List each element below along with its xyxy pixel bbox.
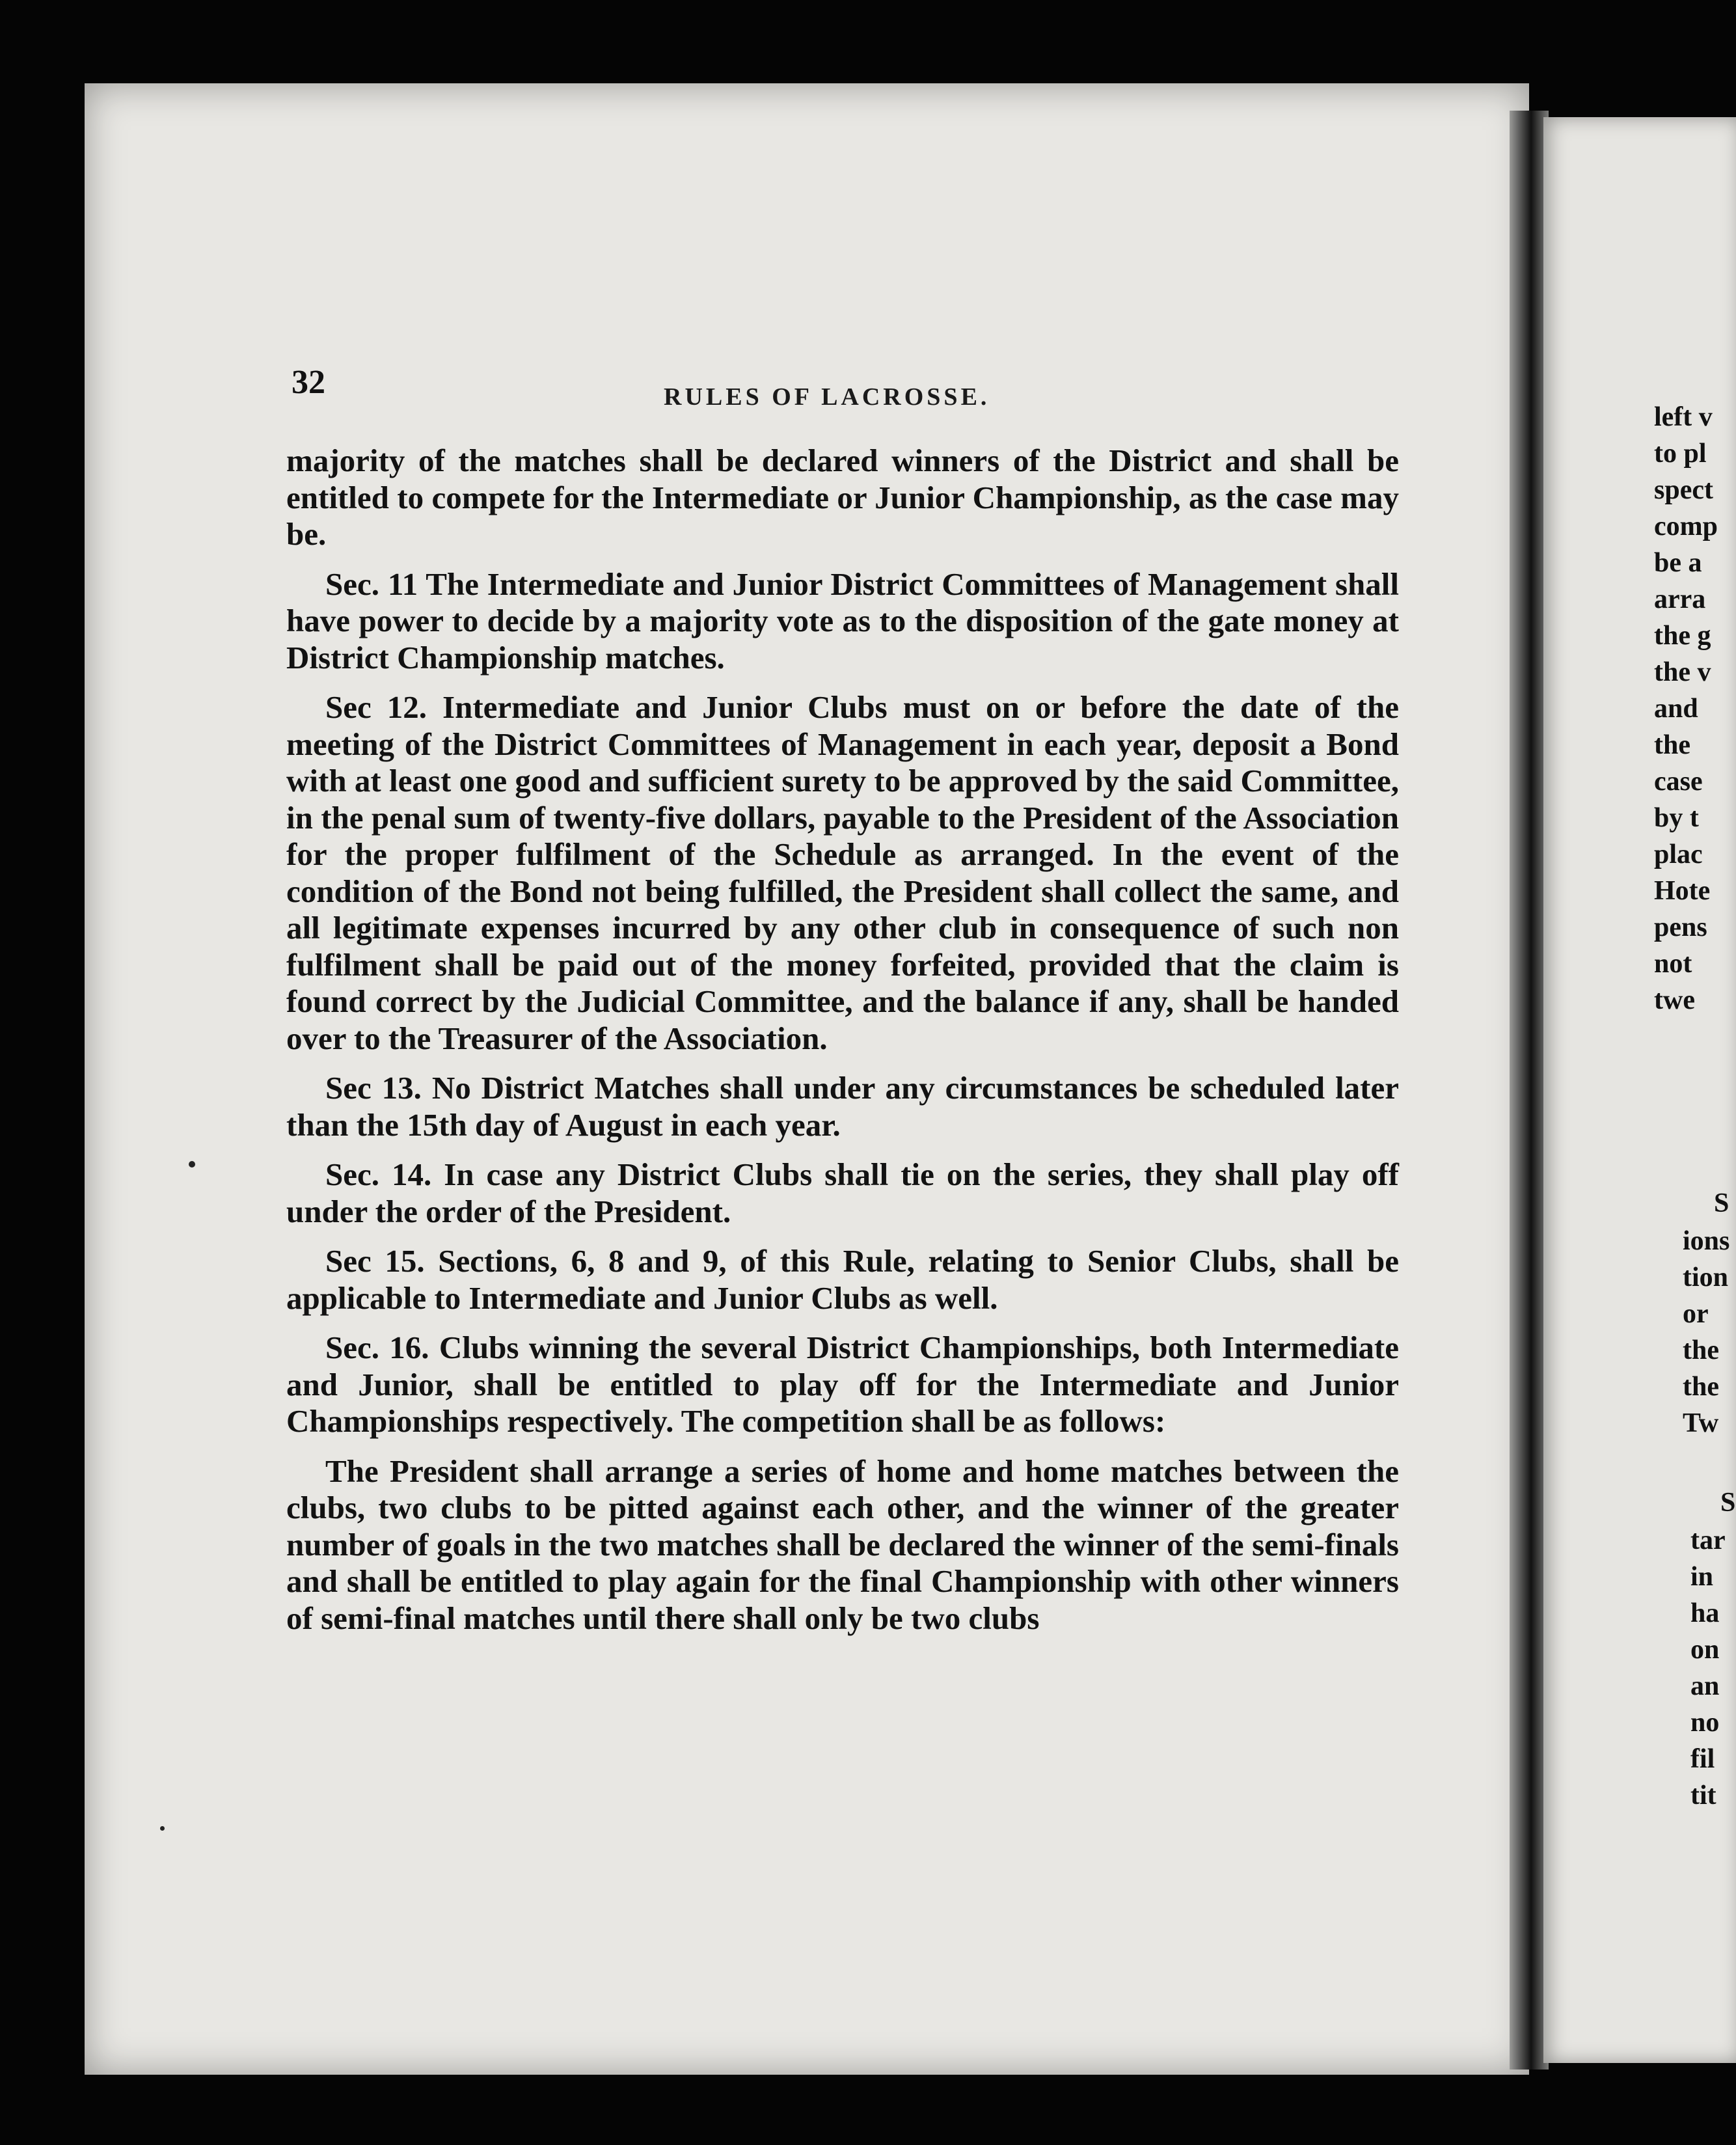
facing-line: be a <box>1654 548 1702 578</box>
running-head: RULES OF LACROSSE. <box>664 383 990 411</box>
ink-speck <box>189 1161 195 1168</box>
facing-line: the <box>1683 1335 1719 1365</box>
facing-line: the <box>1654 730 1690 760</box>
facing-line: comp <box>1654 512 1718 541</box>
facing-line: twe <box>1654 985 1695 1015</box>
facing-line: the g <box>1654 621 1711 651</box>
facing-line: on <box>1690 1635 1720 1665</box>
paragraph: The President shall arrange a series of home and home matches between the clubs, two clubs to be pitted against each other, and the winner of the greater number of goals in the two matches shall be declared the winner of the semi-finals and shall be entitled to play again for the final Championship with other winners of semi-final matches until there shall only be two clubs <box>286 1453 1399 1636</box>
facing-line: left v <box>1654 402 1713 432</box>
facing-line: ha <box>1690 1598 1720 1628</box>
body-text <box>286 443 1399 1650</box>
facing-line: by t <box>1654 803 1699 833</box>
paragraph: majority of the matches shall be declared winners of the District and shall be entitled to compete for the Intermediate or Junior Championship, as the case may be. <box>286 443 1399 552</box>
facing-line: an <box>1690 1671 1720 1701</box>
facing-page <box>1543 117 1736 2063</box>
facing-line: to pl <box>1654 439 1707 469</box>
facing-line: and <box>1654 694 1698 724</box>
facing-line: pens <box>1654 912 1707 942</box>
book-gutter <box>1510 111 1549 2070</box>
facing-line: S <box>1720 1488 1736 1518</box>
paragraph-sec-13: Sec 13. No District Matches shall under any circumstances be scheduled later than the 15th day of August in each year. <box>286 1070 1399 1143</box>
facing-line: arra <box>1654 584 1706 614</box>
facing-line: Hote <box>1654 876 1711 906</box>
facing-line: fil <box>1690 1744 1715 1774</box>
facing-line: or <box>1683 1299 1709 1329</box>
facing-line: Tw <box>1683 1408 1719 1438</box>
paragraph-sec-14: Sec. 14. In case any District Clubs shall tie on the series, they shall play off under the order of the President. <box>286 1156 1399 1229</box>
facing-line: case <box>1654 767 1703 797</box>
facing-line: spect <box>1654 475 1713 505</box>
facing-line: no <box>1690 1708 1720 1738</box>
facing-line: tit <box>1690 1781 1716 1810</box>
facing-line: ions <box>1683 1226 1730 1256</box>
facing-line: not <box>1654 949 1692 979</box>
ink-speck <box>160 1826 165 1831</box>
facing-line: in <box>1690 1562 1714 1592</box>
facing-line: tion <box>1683 1263 1729 1292</box>
paragraph-sec-11: Sec. 11 The Intermediate and Junior District Committees of Management shall have power to decide by a majority vote as to the disposition of the gate money at District Championship matches. <box>286 566 1399 676</box>
facing-line: the <box>1683 1372 1719 1402</box>
facing-line: S <box>1714 1188 1729 1218</box>
page-number: 32 <box>292 364 325 401</box>
paragraph-sec-15: Sec 15. Sections, 6, 8 and 9, of this Rule, relating to Senior Clubs, shall be applicable to Intermediate and Junior Clubs as well. <box>286 1243 1399 1316</box>
facing-line: plac <box>1654 840 1703 869</box>
paragraph-sec-16: Sec. 16. Clubs winning the several District Championships, both Intermediate and Junior, shall be entitled to play off for the Intermediate and Junior Championships respectively. The competition shall be as follows: <box>286 1330 1399 1439</box>
facing-line: the v <box>1654 657 1711 687</box>
facing-line: tar <box>1690 1525 1726 1555</box>
paragraph-sec-12: Sec 12. Intermediate and Junior Clubs must on or before the date of the meeting of the District Committees of Management in each year, deposit a Bond with at least one good and sufficient surety to be approved by the said Committee, in the penal sum of twenty-five dollars, payable to the President of the Association for the proper fulfilment of the Schedule as arranged. In the event of the condition of the Bond not being fulfilled, the President shall collect the same, and all legitimate expenses incurred by any other club in consequence of such non fulfilment shall be paid out of the money forfeited, provided that the claim is found correct by the Judicial Committee, and the balance if any, shall be handed over to the Treasurer of the Association. <box>286 689 1399 1056</box>
